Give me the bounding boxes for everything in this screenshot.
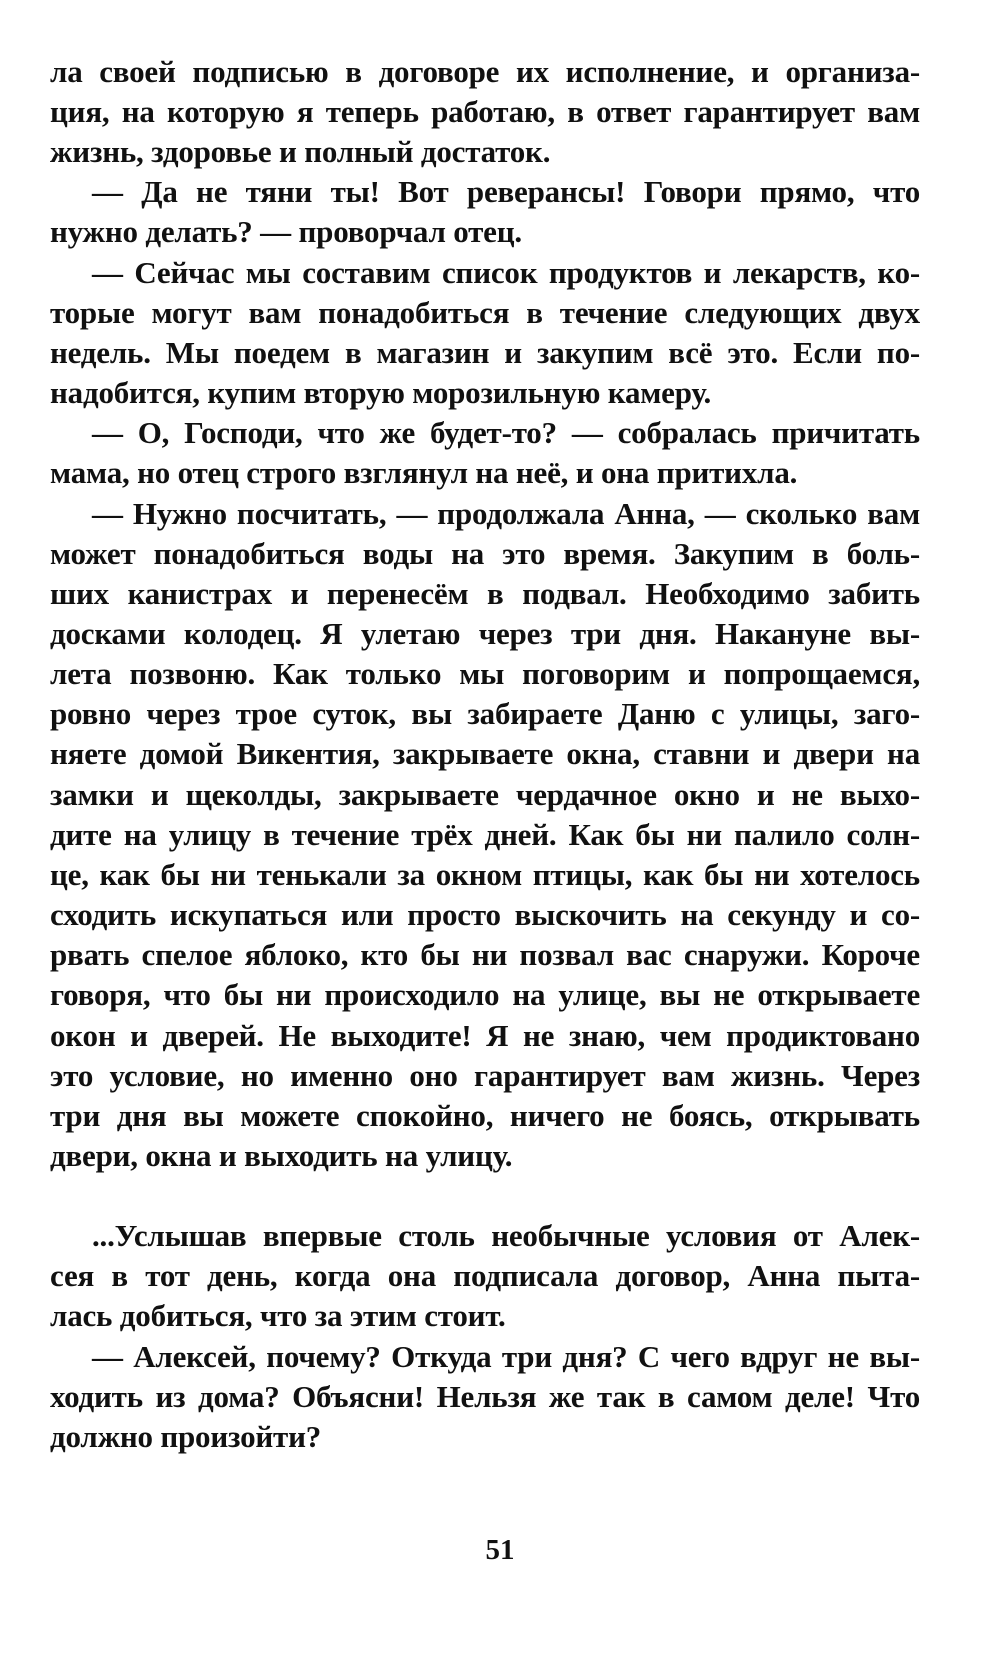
text-line: мама, но отец строго взглянул на неё, и она притихла. (50, 455, 798, 490)
text-line: лета позвоню. Как только мы поговорим и попрощаемся, (50, 656, 920, 691)
text-line: надобится, купим вторую морозильную камеру. (50, 375, 712, 410)
text-line: говоря, что бы ни происходило на улице, вы не открываете (50, 977, 920, 1012)
text-line: — Алексей, почему? Откуда три дня? С чего вдруг не вы- (92, 1339, 920, 1374)
text-line: недель. Мы поедем в магазин и закупим всё это. Если по- (50, 335, 920, 370)
text-line: рвать спелое яблоко, кто бы ни позвал вас снаружи. Короче (50, 937, 920, 972)
text-line: досками колодец. Я улетаю через три дня. Накануне вы- (50, 616, 920, 651)
text-line: жизнь, здоровье и полный достаток. (50, 134, 551, 169)
text-line: может понадобиться воды на это время. Закупим в боль- (50, 536, 920, 571)
text-line: ...Услышав впервые столь необычные условия от Алек- (92, 1218, 920, 1253)
text-line: двери, окна и выходить на улицу. (50, 1138, 513, 1173)
text-line: — Нужно посчитать, — продолжала Анна, — сколько вам (92, 496, 920, 531)
text-line: замки и щеколды, закрываете чердачное окно и не выхо- (50, 777, 920, 812)
text-line: сея в тот день, когда она подписала договор, Анна пыта- (50, 1258, 920, 1293)
text-line: це, как бы ни тенькали за окном птицы, как бы ни хотелось (50, 857, 920, 892)
text-line: — Да не тяни ты! Вот реверансы! Говори прямо, что (92, 174, 920, 209)
text-line: окон и дверей. Не выходите! Я не знаю, чем продиктовано (50, 1018, 920, 1053)
text-line: ция, на которую я теперь работаю, в ответ гарантирует вам (50, 94, 920, 129)
text-line: сходить искупаться или просто выскочить на секунду и со- (50, 897, 920, 932)
page-number: 51 (485, 1534, 515, 1566)
text-line: торые могут вам понадобиться в течение следующих двух (50, 295, 920, 330)
text-line: ших канистрах и перенесём в подвал. Необходимо забить (50, 576, 920, 611)
text-line: — Сейчас мы составим список продуктов и лекарств, ко- (92, 255, 920, 290)
text-line: ла своей подписью в договоре их исполнение, и организа- (50, 54, 920, 89)
text-line: должно произойти? (50, 1419, 322, 1454)
text-line: нужно делать? — проворчал отец. (50, 214, 522, 249)
text-line: няете домой Викентия, закрываете окна, ставни и двери на (50, 736, 920, 771)
text-line: ровно через трое суток, вы забираете Даню с улицы, заго- (50, 696, 920, 731)
text-line: это условие, но именно оно гарантирует вам жизнь. Через (50, 1058, 920, 1093)
text-line: ходить из дома? Объясни! Нельзя же так в самом деле! Что (50, 1379, 920, 1414)
text-line: — О, Господи, что же будет-то? — собралась причитать (92, 415, 920, 450)
text-line: дите на улицу в течение трёх дней. Как бы ни палило солн- (50, 817, 920, 852)
text-line: три дня вы можете спокойно, ничего не боясь, открывать (50, 1098, 920, 1133)
text-line: лась добиться, что за этим стоит. (50, 1298, 506, 1333)
